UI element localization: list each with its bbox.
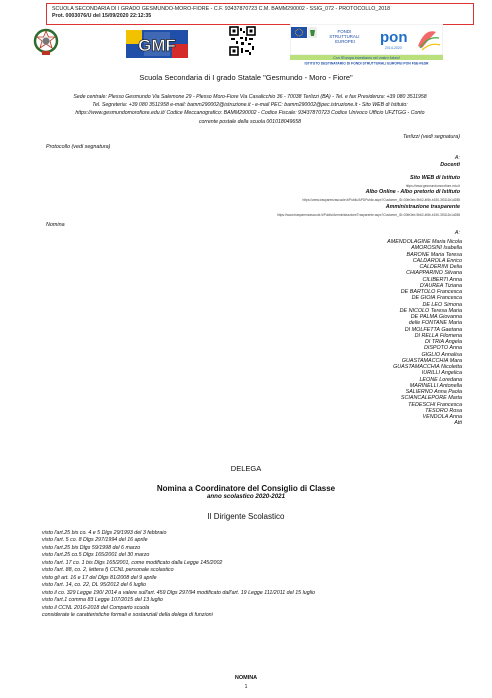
recipient-name: SALIERNO Anna Paola — [405, 389, 462, 395]
pon-eu-funds-banner — [290, 24, 443, 65]
recipient-name: AMENDOLAGINE Maria Nicola — [387, 239, 462, 245]
recipient-name: DE PALMA Giovanna — [410, 314, 462, 320]
protocol-line-1: SCUOLA SECONDARIA DI I GRADO GESMUNDO-MORO-FIORE - C.F. 93437870723 C.M. BAMM290002 - SSIG_072 - PROTOCOLLO_2018 — [52, 6, 391, 12]
visto-item: considerate le caratteristiche formali e sostanziali della delega di funzioni — [42, 611, 213, 618]
recipient-name: TEDESCHI Francesca — [408, 401, 462, 408]
recipient-list — [262, 239, 462, 427]
address-line: Tel. Segreteria: +39 080 3511958 e-mail: bamm290002@istruzione.it - e-mail PEC: bamm290002@pec.istruzione.it - Sito WEB di Istituto: — [92, 102, 408, 109]
document-title: Nomina a Coordinatore del Consiglio di Classe — [156, 484, 336, 493]
recipient-name: MARINELLI Antonella — [409, 382, 462, 389]
visto-item: visto l'art.25 bis Dlgs 59/1998 del 6 marzo — [42, 544, 141, 551]
recipient-name: DI MOLFETTA Gaetana — [404, 326, 462, 333]
recipient-name: GUASTAMACCHIA Mara — [401, 357, 462, 364]
recipient-website: Sito WEB di Istituto — [409, 175, 460, 181]
recipient-name: CILIBERTI Anna — [422, 276, 462, 283]
visto-item: visto l'art.25 bis co. 4 e 5 Dlgs 29/1993 del 3 febbraio — [42, 530, 167, 536]
recipient-name: DISPOTO Anna — [423, 345, 462, 352]
recipient-name: delle FONTANE Maria — [408, 320, 462, 327]
page-number: 1 — [244, 684, 248, 690]
school-year: anno scolastico 2020-2021 — [206, 493, 286, 500]
recipient-name: D'AUREA Tiziana — [419, 282, 462, 289]
qr-code-icon — [229, 26, 256, 56]
recipient-name: VENDOLA Anna — [422, 414, 462, 420]
protocol-reference: Protocollo (vedi segnatura) — [46, 144, 111, 150]
pon-logo-text: pon — [380, 29, 408, 46]
recipient-name: AMOROSINI Isabella — [411, 245, 462, 252]
recipient-docenti: Docenti — [440, 162, 460, 168]
recipient-name: DE GIOIA Francesca — [411, 295, 462, 302]
recipient-name: DE LEO Simona — [422, 301, 462, 308]
recipient-albo: Albo Online - Albo pretorio di Istituto — [365, 189, 460, 195]
recipient-name: SCIANCALEPORE Marta — [400, 395, 462, 402]
recipient-name: Atti — [454, 420, 462, 427]
address-line: Sede centrale: Plesso Gesmundo Via Salemone 29 - Plesso Moro-Fiore Via Casalicchio 36 - 70038 Terlizzi (BA) - Tel. e fax Presidenza: +39 080 3511958 — [73, 94, 427, 100]
recipient-name: DE NICOLO Teresa Maria — [399, 307, 462, 314]
protocol-line-2: Prot. 0003076/U del 15/09/2020 22:12:35 — [52, 13, 152, 19]
italian-republic-emblem-icon — [33, 27, 59, 57]
visto-item: visto l'art. 88, co. 2, lettera f) CCNL personale scolastico — [42, 567, 174, 574]
pon-slogan: Con l'Europa investiamo nel vostro futuro! — [333, 56, 400, 60]
recipient-name: LEONE Loredana — [419, 376, 462, 383]
pon-years: 2014-2020 — [385, 46, 402, 50]
visto-list — [42, 530, 462, 619]
visto-item: visto il co. 329 Legge 190/ 2014 a valere sull'art. 459 Dlgs 297/94 modificato dall'art. 19 Legge 111/2011 del 15 luglio — [42, 589, 315, 596]
svg-text:FONDI STRUTTURALI: FONDI STRUTTURALI EUROPEI — [329, 29, 360, 44]
pon-caption: ISTITUTO DESTINATARIO DI FONDI STRUTTURALI EUROPEI PON FSE-FESR — [304, 61, 429, 65]
recipient-name: DE BARTOLO Francesca — [400, 289, 462, 295]
website-url-link[interactable]: https://www.gesmundomorofiore.edu.it — [405, 184, 460, 188]
recipient-name: GIGLIO Annalisa — [421, 351, 462, 358]
recipient-label: A: — [454, 155, 460, 161]
address-line: https://www.gesmundomorofiore.edu.it/ Codice Meccanografico: BAMM290002 - Codice Fiscale: 93437870723 Codice Univoco Ufficio UFZTGG - Conto — [75, 110, 425, 117]
recipient-name: TESORO Rosa — [425, 407, 462, 414]
visto-item: visto l'art. 14, co. 22, DL 95/2012 del 6 luglio — [42, 582, 146, 589]
recipient-name: CALDERINI Delia — [419, 264, 462, 270]
school-name: Scuola Secondaria di I grado Statale "Gesmundo - Moro - Fiore" — [139, 73, 353, 82]
visto-item: visto l'art.25 co.5 Dlgs 165/2001 del 30 marzo — [42, 552, 150, 559]
school-logo-text: GMF — [138, 36, 176, 55]
place-date: Terlizzi (vedi segnatura) — [402, 134, 460, 140]
recipient-amministrazione: Amministrazione trasparente — [385, 204, 460, 210]
nomina-heading: NOMINA — [234, 675, 258, 681]
recipient-label-2: A: — [454, 230, 460, 236]
recipient-name: DI TRIA Angela — [424, 339, 462, 345]
address-line: corrente postale della scuola 001018049658 — [198, 118, 302, 125]
visto-item: visto l'art. 17 co. 1 bis Dlgs 165/2001, come modificato dalla Legge 145/2002 — [42, 559, 223, 566]
recipient-name: IURILLI Angelica — [421, 370, 462, 377]
recipient-name: CALDAROLA Enrico — [412, 257, 462, 264]
dirigente-heading: Il Dirigente Scolastico — [207, 512, 285, 521]
visto-item: visto l'art. 5 co. 8 Dlgs 297/1994 del 16 aprile — [42, 537, 148, 544]
albo-url-link[interactable]: https://www.trasparenzascuole.it/Public/APDPublic.aspx?Customer_ID=30fe3eb-9b62-4f6b-b150-3f3111b1d288 — [302, 198, 460, 202]
school-address — [30, 93, 470, 126]
recipient-name: BARONE Maria Teresa — [406, 251, 462, 258]
amministrazione-url-link[interactable]: https://www.trasparenzascuole.it/Public/AmministrazioneTrasparente.aspx?Customer_ID=30fe3eb-9b62-4f6b-b150-3f3111b1d288 — [277, 213, 460, 217]
recipient-name: CHIAPPARINO Silvana — [406, 270, 462, 277]
visto-item: visto il CCNL 2016-2018 del Comparto scuola — [42, 604, 150, 611]
recipient-name: GUASTAMACCHIA Nicoletta — [393, 364, 462, 370]
school-logo — [126, 30, 188, 58]
nomina-label: Nomina — [46, 222, 65, 228]
visto-item: visto gli art. 16 e 17 del Dlgs 81/2008 del 9 aprile — [42, 574, 157, 581]
visto-item: visto l'art.1 comma 83 Legge 107/2015 del 13 luglio — [42, 597, 163, 604]
delega-heading: DELEGA — [230, 464, 262, 473]
protocol-stamp — [46, 3, 474, 25]
recipient-name: DI RELLA Filomena — [414, 332, 462, 339]
